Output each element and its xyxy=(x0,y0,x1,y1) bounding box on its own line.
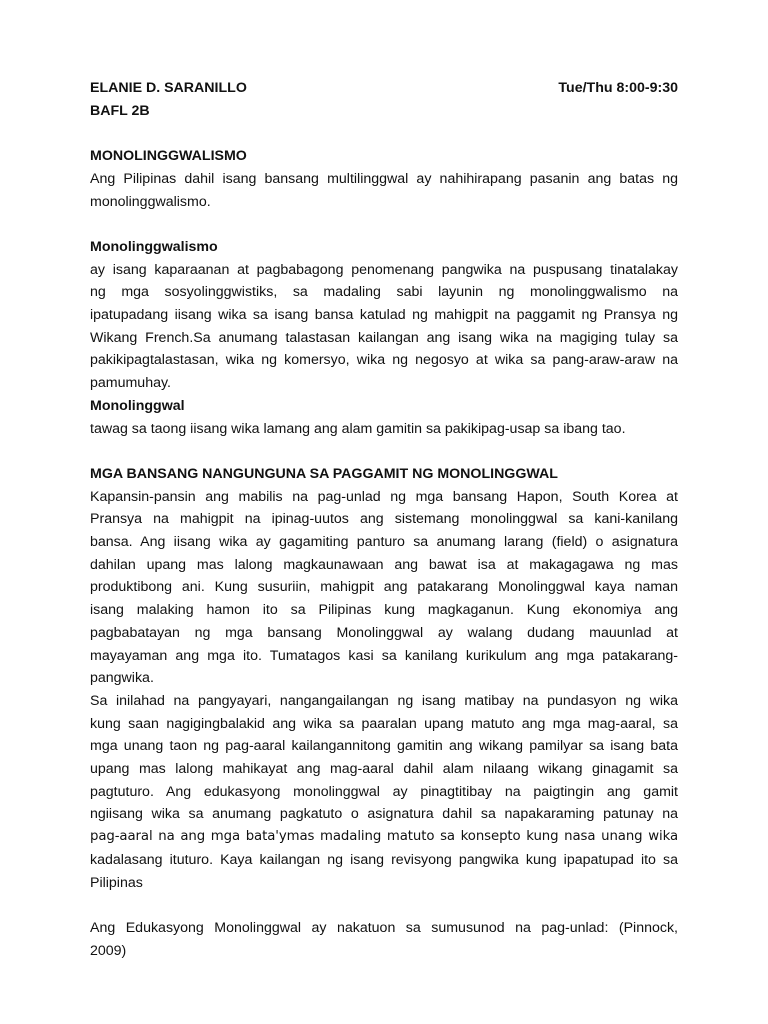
author-name: ELANIE D. SARANILLO xyxy=(90,80,247,96)
text-line: pag-aaral na ang mga bata'ymas madaling matuto sa konsepto kung nasa unang wika xyxy=(90,829,678,845)
text-line: pangwika. xyxy=(90,670,154,687)
text-line: Pilipinas xyxy=(90,874,143,891)
section-paragraph-3 xyxy=(90,917,678,962)
text-line: tawag sa taong iisang wika lamang ang alam gamitin sa pakikipag-usap sa ibang tao. xyxy=(90,420,626,437)
text-line: mayayaman ang mga ito. Tumatagos kasi sa kanilang kurikulum ang mga patakarang- xyxy=(90,647,678,664)
text-line: kung saan nagigingbalakid ang wika sa paaralan upang matuto ang mga mag-aaral, sa xyxy=(90,715,678,732)
text-line: pakikipagtalastasan, wika ng komersyo, wika ng negosyo at wika sa pang-araw-araw na xyxy=(90,352,678,369)
definition-term-monolinggwal: Monolinggwal xyxy=(90,397,185,414)
text-line: Pransya na mahigpit na ipinag-uutos ang sistemang monolinggwal sa kani-kanilang xyxy=(90,511,678,528)
text-line: dahilan upang mas lalong magkaunawaan ang bawat isa at makagagawa ng mas xyxy=(90,556,678,573)
text-line: ngiisang wika sa anumang pagkatuto o asignatura dahil sa napakaraming patunay na xyxy=(90,806,678,823)
definition-term-monolinggwalismo: Monolinggwalismo xyxy=(90,238,218,255)
spacer xyxy=(90,213,678,236)
definition-paragraph-monolinggwal xyxy=(90,418,678,441)
text-line: kadalasang ituturo. Kaya kailangan ng isang revisyong pangwika kung ipapatupad ito sa xyxy=(90,851,678,868)
text-line: monolinggwalismo. xyxy=(90,193,211,210)
text-line: Kapansin-pansin ang mabilis na pag-unlad ng mga bansang Hapon, South Korea at xyxy=(90,488,678,505)
text-line: isang malaking hamon ito sa Pilipinas kung magkaganun. Kung ekonomiya ang xyxy=(90,602,678,619)
class-section: BAFL 2B xyxy=(90,102,150,119)
text-line: pagtuturo. Ang edukasyong monolinggwal ay pinagtitibay na paigtingin ang gamit xyxy=(90,783,678,800)
text-line: ay isang kaparaanan at pagbabagong penomenang pangwika na puspusang tinatalakay xyxy=(90,261,678,278)
text-line: ipatupadang iisang wika sa isang bansa katulad ng mahigpit na paggamit ng Pransya ng xyxy=(90,307,678,323)
text-line: mga unang taon ng pag-aaral kailangannitong gamitin ang wikang pamilyar sa isang bata xyxy=(90,738,678,755)
text-line: pamumuhay. xyxy=(90,375,171,392)
spacer xyxy=(90,894,678,917)
text-line: ng mga sosyolinggwistiks, sa madaling sabi layunin ng monolinggwalismo na xyxy=(90,284,678,301)
section-paragraph-2 xyxy=(90,690,678,894)
header-row xyxy=(90,77,678,100)
document-page xyxy=(90,77,678,962)
section-heading: MGA BANSANG NANGUNGUNA SA PAGGAMIT NG MONOLINGGWAL xyxy=(90,465,558,482)
text-line: upang mas lalong mahikayat ang mag-aaral dahil alam nilaang wikang ginagamit sa xyxy=(90,761,678,778)
text-line: 2009) xyxy=(90,942,127,959)
definition-paragraph-monolinggwalismo xyxy=(90,259,678,395)
text-line: Ang Pilipinas dahil isang bansang multilinggwal ay nahihirapang pasanin ang batas ng xyxy=(90,170,678,187)
spacer xyxy=(90,440,678,463)
text-line: pagbabatayan ng mga bansang Monolinggwal ay walang dudang mauunlad at xyxy=(90,624,678,641)
spacer xyxy=(90,122,678,145)
text-line: produktibong ani. Kung susuriin, mahigpit ang patakarang Monolinggwal kaya naman xyxy=(90,579,678,596)
section-paragraph-1 xyxy=(90,486,678,690)
text-line: Ang Edukasyong Monolinggwal ay nakatuon sa sumusunod na pag-unlad: (Pinnock, xyxy=(90,919,678,936)
text-line: bansa. Ang iisang wika ay gagamiting panturo sa anumang larang (field) o asignatura xyxy=(90,534,678,551)
class-schedule: Tue/Thu 8:00-9:30 xyxy=(558,80,678,96)
text-line: Sa inilahad na pangyayari, nangangailangan ng isang matibay na pundasyon ng wika xyxy=(90,692,678,709)
text-line: Wikang French.Sa anumang talastasan kailangan ang isang wika na magiging tulay sa xyxy=(90,329,678,346)
document-title: MONOLINGGWALISMO xyxy=(90,148,247,165)
intro-paragraph xyxy=(90,168,678,213)
